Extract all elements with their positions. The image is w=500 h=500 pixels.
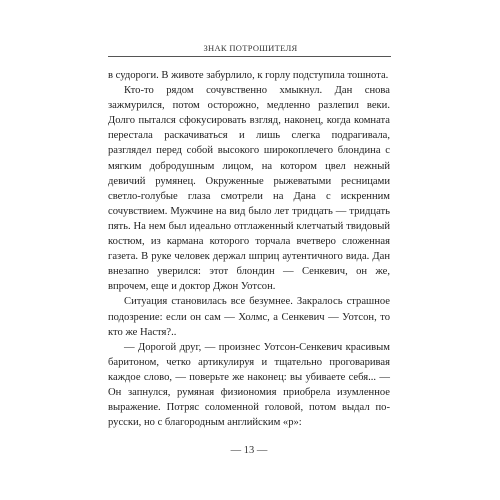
paragraph-1: в судороги. В животе забурлило, к горлу подступила тошнота. [108, 70, 389, 81]
paragraph-2: Кто-то рядом сочувственно хмыкнул. Дан снова зажмурился, потом осторожно, медленно разлепил веки. Долго пытался сфокусировать взгляд, наконец, когда комната перестала раскачиваться и лишь слегка подрагивала, разглядел перед собой высокого широкоплечего блондина с мягким добродушным лицом, на котором цвел нежный девичий румянец. Окруженные рыжеватыми ресницами светло-голубые глаза смотрели на Дана с искренним сочувствием. Мужчине на вид было лет тридцать — тридцать пять. На нем был идеально отглаженный клетчатый твидовый костюм, из кармана которого торчала вчетверо сложенная газета. В руке человек держал шприц аутентичного вида. Дан внезапно уверился: этот блондин — Сенкевич, он же, впрочем, еще и доктор Джон Уотсон. [108, 85, 390, 293]
paragraph-3: Ситуация становилась все безумнее. Закралось страшное подозрение: если он сам — Холмс, а Сенкевич — Уотсон, то кто же Настя?.. [108, 296, 390, 338]
running-title: ЗНАК ПОТРОШИТЕЛЯ [203, 43, 298, 53]
page-number: — 13 — [230, 445, 268, 456]
page-body [108, 68, 390, 430]
paragraph-4: — Дорогой друг, — произнес Уотсон-Сенкевич красивым баритоном, четко артикулируя и тщательно проговаривая каждое слово, — поверьте же наконец: вы убиваете себя... — Он запнулся, румяная физиономия приобрела изумленное выражение. Потряс соломенной головой, потом выдал по-русски, но с благородным английским «р»: [108, 341, 390, 429]
header-rule [108, 56, 391, 57]
